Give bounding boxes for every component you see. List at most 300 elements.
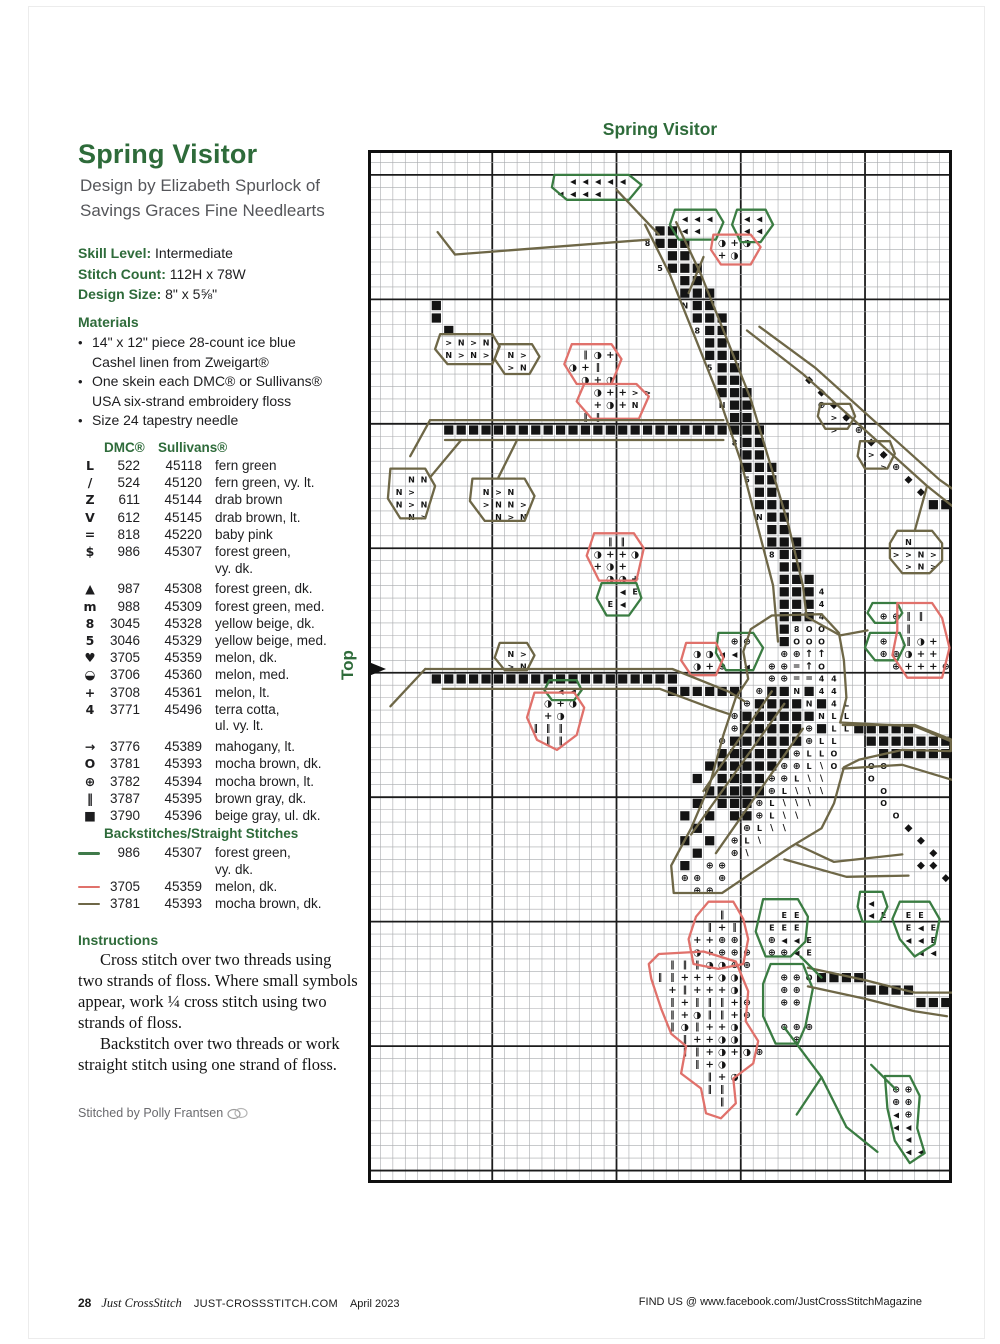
- svg-text:◑: ◑: [606, 399, 615, 411]
- legend-color-name-line: drab brown: [215, 492, 283, 508]
- svg-text:‖: ‖: [720, 997, 725, 1008]
- chart-title: Spring Visitor: [602, 119, 718, 139]
- svg-text:4: 4: [818, 687, 825, 697]
- svg-text:‖: ‖: [695, 960, 700, 971]
- svg-text:⊕: ⊕: [718, 947, 727, 959]
- svg-text:4: 4: [818, 674, 825, 684]
- svg-text:L: L: [818, 749, 825, 759]
- svg-text:◀: ◀: [619, 587, 626, 597]
- svg-text:N: N: [917, 550, 925, 560]
- instructions-text: [78, 949, 360, 1075]
- svg-text:‖: ‖: [707, 997, 712, 1008]
- svg-text:>: >: [930, 562, 937, 572]
- svg-text:⊕: ⊕: [767, 935, 776, 947]
- materials-item: [78, 411, 368, 431]
- svg-text:N: N: [519, 512, 527, 522]
- svg-text:‖: ‖: [583, 412, 588, 423]
- backstitch-sullivans: 45393: [164, 895, 202, 911]
- svg-text:O: O: [880, 799, 888, 809]
- backstitch-swatch-line: [78, 886, 100, 889]
- stitcher-credit-text: Stitched by Polly Frantsen: [78, 1106, 224, 1120]
- svg-text:⊕: ⊕: [718, 735, 727, 747]
- svg-text:◑: ◑: [730, 984, 739, 996]
- svg-text:L: L: [794, 774, 800, 784]
- svg-text:E: E: [930, 923, 937, 933]
- legend-row: [78, 702, 327, 736]
- svg-text:O: O: [805, 973, 813, 983]
- spec-value: Intermediate: [151, 245, 233, 261]
- legend-symbol: m: [83, 598, 97, 614]
- svg-text:◀: ◀: [681, 226, 688, 236]
- svg-text:N: N: [395, 488, 403, 498]
- svg-text:‖: ‖: [608, 537, 613, 548]
- svg-text:◀: ◀: [905, 1122, 912, 1132]
- svg-text:⊕: ⊕: [730, 847, 739, 859]
- svg-text:5: 5: [657, 264, 663, 274]
- svg-text:⊕: ⊕: [730, 723, 739, 735]
- color-legend: [78, 440, 327, 825]
- legend-row: [78, 475, 327, 492]
- backstitch-legend: [78, 826, 322, 913]
- legend-dmc: 3705: [109, 650, 140, 666]
- svg-text:⊕: ⊕: [742, 959, 751, 971]
- svg-text:⊕: ⊕: [742, 1009, 751, 1021]
- legend-symbol: ▲: [85, 581, 95, 597]
- svg-text:+: +: [593, 399, 603, 411]
- svg-text:N: N: [507, 500, 515, 510]
- svg-text:+: +: [680, 972, 690, 984]
- svg-text:N: N: [457, 338, 465, 348]
- svg-text:N: N: [482, 338, 490, 348]
- svg-text:‖: ‖: [682, 960, 687, 971]
- svg-text:+: +: [680, 997, 690, 1009]
- svg-text:◑: ◑: [693, 1009, 702, 1021]
- svg-text:>: >: [880, 450, 888, 460]
- legend-color-name: [215, 492, 283, 509]
- legend-color-name: [215, 739, 295, 756]
- svg-text:+: +: [606, 549, 615, 561]
- materials-heading: Materials: [78, 314, 139, 330]
- svg-text:⊕: ⊕: [742, 823, 751, 835]
- legend-dmc: 3046: [109, 633, 140, 648]
- svg-text:◀: ◀: [868, 898, 875, 908]
- legend-row: [78, 739, 327, 756]
- legend-symbol: 8: [85, 615, 95, 631]
- legend-dmc: 524: [117, 475, 140, 491]
- svg-text:L: L: [843, 699, 849, 709]
- svg-text:L: L: [806, 761, 812, 771]
- svg-text:N: N: [507, 351, 515, 361]
- svg-text:+: +: [705, 1059, 714, 1071]
- svg-text:+: +: [730, 1047, 739, 1059]
- svg-text:◑: ◑: [693, 648, 702, 660]
- legend-color-name: [215, 616, 315, 633]
- backstitch-dmc: 3705: [109, 878, 140, 894]
- legend-sullivans: 45360: [164, 667, 202, 683]
- backstitch-swatch: [78, 886, 102, 889]
- svg-text:⊕: ⊕: [792, 972, 801, 984]
- legend-color-name-line: yellow beige, dk.: [215, 615, 315, 631]
- svg-text:↑: ↑: [804, 661, 814, 673]
- svg-text:+: +: [705, 1022, 714, 1034]
- svg-text:◑: ◑: [730, 250, 739, 262]
- svg-text:◑: ◑: [593, 350, 603, 362]
- svg-text:◀: ◀: [744, 226, 750, 236]
- bullet-icon: •: [78, 335, 83, 350]
- svg-text:‖: ‖: [720, 1010, 725, 1021]
- svg-text:+: +: [556, 698, 565, 710]
- svg-text:O: O: [818, 637, 825, 647]
- svg-text:4: 4: [831, 687, 837, 697]
- svg-text:‖: ‖: [720, 1084, 725, 1095]
- spec-label: Skill Level:: [78, 245, 152, 261]
- svg-text:◀: ◀: [893, 1122, 899, 1132]
- legend-dmc: 3776: [109, 739, 140, 755]
- svg-text:>: >: [482, 351, 490, 361]
- svg-text:‖: ‖: [670, 1010, 675, 1021]
- legend-color-name-line: beige gray, ul. dk.: [215, 808, 321, 823]
- svg-text:L: L: [831, 712, 837, 722]
- svg-text:◑: ◑: [606, 561, 615, 573]
- svg-text:◑: ◑: [730, 1034, 739, 1046]
- svg-text:⊕: ⊕: [792, 1022, 801, 1034]
- svg-text:◑: ◑: [693, 661, 702, 673]
- svg-text:‖: ‖: [533, 724, 538, 735]
- svg-text:>: >: [519, 649, 527, 659]
- backstitch-swatch: [78, 903, 102, 906]
- svg-text:◑: ◑: [717, 1059, 727, 1071]
- svg-text:+: +: [618, 561, 627, 573]
- pattern-specs: [78, 243, 246, 305]
- svg-text:E: E: [930, 936, 937, 946]
- svg-text:\: \: [795, 798, 799, 809]
- svg-text:\: \: [745, 848, 749, 859]
- svg-text:+: +: [618, 399, 627, 411]
- legend-symbol: /: [87, 475, 93, 491]
- svg-text:\: \: [782, 823, 786, 834]
- svg-text:‖: ‖: [595, 412, 600, 423]
- legend-color-name: [215, 581, 313, 598]
- svg-text:⊕: ⊕: [718, 860, 727, 872]
- svg-text:+: +: [618, 549, 627, 561]
- svg-text:◑: ◑: [556, 711, 565, 723]
- svg-text:⊕: ⊕: [767, 947, 776, 959]
- svg-text:⊕: ⊕: [904, 1109, 913, 1121]
- legend-row: [78, 808, 327, 825]
- svg-text:⊕: ⊕: [792, 984, 801, 996]
- svg-text:⊕: ⊕: [730, 935, 739, 947]
- svg-text:⊕: ⊕: [705, 885, 714, 897]
- page-footer: [78, 1296, 922, 1311]
- legend-sullivans: 45395: [164, 790, 202, 806]
- materials-item: [78, 333, 368, 372]
- svg-text:⊕: ⊕: [755, 798, 764, 810]
- svg-text:⊕: ⊕: [742, 997, 751, 1009]
- svg-text:⊕: ⊕: [767, 661, 776, 673]
- svg-text:◑: ◑: [742, 1047, 752, 1059]
- svg-text:N: N: [818, 712, 825, 722]
- svg-text:E: E: [905, 923, 912, 933]
- backstitch-color-name: [215, 896, 322, 913]
- svg-text:E: E: [806, 936, 812, 946]
- svg-text:⊕: ⊕: [879, 636, 888, 648]
- legend-symbol: +: [84, 684, 96, 700]
- svg-text:⊕: ⊕: [780, 972, 789, 984]
- svg-text:O: O: [830, 749, 838, 759]
- svg-text:⊕: ⊕: [792, 760, 801, 772]
- legend-row: [78, 510, 327, 527]
- svg-text:⊕: ⊕: [705, 860, 714, 872]
- svg-text:>: >: [892, 550, 900, 560]
- legend-color-name: [215, 633, 327, 650]
- svg-text:+: +: [717, 1072, 727, 1084]
- svg-text:N: N: [519, 363, 527, 373]
- svg-text:‖: ‖: [906, 624, 911, 635]
- byline-line2: Savings Graces Fine Needlearts: [80, 200, 325, 220]
- svg-text:‖: ‖: [906, 636, 911, 647]
- svg-text:◀: ◀: [918, 948, 924, 958]
- legend-row: [78, 527, 327, 544]
- svg-text:+: +: [581, 362, 590, 374]
- svg-text:◀: ◀: [793, 948, 800, 958]
- page-title: Spring Visitor: [78, 139, 258, 169]
- svg-text:⊕: ⊕: [755, 686, 764, 698]
- svg-text:+: +: [693, 935, 702, 947]
- svg-text:◑: ◑: [904, 648, 913, 660]
- legend-color-name: [215, 544, 291, 577]
- svg-text:+: +: [630, 574, 640, 586]
- svg-text:E: E: [632, 587, 638, 597]
- bullet-icon: •: [78, 374, 83, 389]
- svg-text:◀: ◀: [694, 214, 701, 224]
- svg-text:5: 5: [744, 475, 750, 485]
- magazine-name: Just CrossStitch: [101, 1296, 182, 1310]
- legend-color-name-line: fern green: [215, 458, 277, 473]
- legend-row: [78, 633, 327, 650]
- svg-text:◀: ◀: [905, 1135, 912, 1145]
- svg-text:>: >: [519, 351, 527, 361]
- svg-text:⊕: ⊕: [730, 959, 739, 971]
- legend-symbol: ♥: [84, 650, 96, 666]
- legend-rows: [78, 458, 327, 825]
- legend-color-name-line: brown gray, dk.: [215, 790, 307, 806]
- svg-text:◑: ◑: [705, 959, 714, 971]
- svg-text:⊕: ⊕: [780, 947, 789, 959]
- svg-text:+: +: [916, 648, 926, 660]
- svg-text:O: O: [880, 761, 888, 771]
- legend-sullivans: 45496: [164, 701, 202, 717]
- backstitch-swatch-line: [78, 852, 100, 855]
- legend-row: [78, 685, 327, 702]
- svg-text:⊕: ⊕: [780, 984, 789, 996]
- svg-text:N: N: [482, 488, 490, 498]
- svg-text:‖: ‖: [695, 997, 700, 1008]
- backstitch-color-name: [215, 845, 291, 878]
- svg-text:+: +: [916, 661, 926, 673]
- svg-text:⊕: ⊕: [792, 648, 801, 660]
- grid-lines: [368, 150, 952, 1183]
- legend-dmc: 3771: [109, 701, 140, 717]
- svg-text:⊕: ⊕: [879, 648, 888, 660]
- svg-text:⊕: ⊕: [854, 424, 863, 436]
- svg-text:E: E: [793, 923, 800, 933]
- svg-text:⊕: ⊕: [892, 661, 901, 673]
- svg-text:N: N: [395, 500, 403, 510]
- svg-text:4: 4: [831, 674, 837, 684]
- issue-date: April 2023: [349, 1298, 400, 1310]
- legend-color-name: [215, 808, 321, 825]
- legend-dmc: 3706: [109, 667, 140, 683]
- svg-text:O: O: [867, 774, 875, 784]
- legend-sullivans: 45389: [164, 739, 202, 755]
- svg-text:⊕: ⊕: [892, 648, 901, 660]
- stitch-chart-grid: [368, 150, 952, 1183]
- legend-dmc: 612: [117, 509, 140, 525]
- backstitch-row: [78, 896, 322, 913]
- legend-color-name: [215, 650, 277, 667]
- materials-item-line: 14" x 12" piece 28-count ice blue: [92, 334, 296, 350]
- backstitch-color-name-line: forest green,: [215, 845, 291, 860]
- svg-text:N: N: [519, 662, 527, 672]
- svg-text:⊕: ⊕: [730, 636, 739, 648]
- materials-item-line: Size 24 tapestry needle: [92, 412, 239, 428]
- chart-top-label: Top: [338, 650, 357, 680]
- legend-sullivans: 45329: [164, 633, 202, 648]
- svg-text:‖: ‖: [707, 923, 712, 934]
- svg-text:⊕: ⊕: [780, 773, 789, 785]
- svg-text:E: E: [781, 911, 787, 921]
- magazine-site: JUST-CROSSSTITCH.COM: [193, 1298, 338, 1310]
- legend-color-name-line: terra cotta,: [215, 701, 280, 717]
- svg-text:\: \: [807, 798, 811, 809]
- svg-text:⊕: ⊕: [742, 698, 751, 710]
- legend-row: [78, 581, 327, 598]
- svg-text:+: +: [606, 350, 615, 362]
- legend-color-name: [215, 527, 273, 544]
- spec-label: Stitch Count:: [78, 265, 166, 282]
- svg-text:>: >: [843, 413, 850, 423]
- legend-color-name-line: ul. vy. lt.: [215, 718, 264, 734]
- spec-line: [78, 243, 246, 264]
- legend-color-name: [215, 667, 289, 684]
- svg-text:+: +: [705, 1047, 714, 1059]
- svg-text:>: >: [905, 562, 912, 572]
- svg-text:4: 4: [818, 587, 825, 597]
- backstitch-rows: [78, 845, 322, 913]
- svg-text:>: >: [408, 488, 415, 498]
- svg-text:+: +: [693, 984, 702, 996]
- svg-text:\: \: [807, 786, 811, 797]
- svg-text:⊕: ⊕: [718, 872, 727, 884]
- legend-color-name-line: yellow beige, med.: [215, 633, 327, 648]
- legend-color-name-line: melon, lt.: [215, 684, 270, 700]
- legend-dmc: 988: [117, 598, 140, 614]
- legend-sullivans: 45120: [164, 475, 202, 491]
- legend-dmc: 522: [117, 458, 140, 473]
- legend-row: [78, 458, 327, 475]
- svg-text:\: \: [795, 786, 799, 797]
- backstitch-color-name-line: vy. dk.: [215, 861, 254, 877]
- svg-text:+: +: [717, 250, 727, 262]
- svg-text:↑: ↑: [804, 648, 814, 660]
- svg-text:⊕: ⊕: [730, 947, 739, 959]
- bullet-icon: •: [78, 413, 83, 428]
- svg-text:L: L: [843, 724, 849, 734]
- svg-text:◀: ◀: [594, 176, 601, 186]
- svg-text:◀: ◀: [619, 600, 626, 610]
- svg-text:\: \: [819, 786, 824, 797]
- svg-text:8: 8: [793, 624, 800, 634]
- svg-text:L: L: [744, 836, 750, 846]
- legend-color-name-line: mahogany, lt.: [215, 739, 296, 755]
- legend-dmc: 3045: [109, 615, 140, 631]
- svg-text:\: \: [795, 811, 799, 822]
- svg-text:E: E: [918, 911, 924, 921]
- svg-text:4: 4: [831, 699, 837, 709]
- svg-text:⊕: ⊕: [767, 673, 776, 685]
- svg-text:>: >: [495, 488, 502, 498]
- svg-text:>: >: [470, 338, 477, 348]
- svg-text:+: +: [705, 984, 714, 996]
- svg-text:+: +: [705, 972, 714, 984]
- svg-text:>: >: [507, 363, 515, 373]
- svg-text:E: E: [880, 911, 887, 921]
- byline: [80, 174, 325, 223]
- svg-text:‖: ‖: [732, 923, 737, 934]
- legend-symbol: V: [85, 509, 95, 525]
- svg-text:◑: ◑: [568, 362, 578, 374]
- svg-text:O: O: [892, 811, 900, 821]
- svg-text:>: >: [519, 500, 527, 510]
- svg-text:◀: ◀: [793, 936, 800, 946]
- svg-text:O: O: [818, 624, 825, 634]
- svg-text:O: O: [805, 637, 813, 647]
- svg-text:>: >: [930, 550, 937, 560]
- svg-text:◑: ◑: [717, 959, 727, 971]
- svg-text:‖: ‖: [546, 724, 551, 735]
- svg-text:◀: ◀: [781, 936, 788, 946]
- svg-text:N: N: [905, 537, 912, 547]
- svg-text:+: +: [929, 636, 938, 648]
- svg-text:+: +: [705, 935, 714, 947]
- svg-text:◑: ◑: [916, 636, 926, 648]
- legend-symbol: ◒: [84, 667, 96, 683]
- legend-symbol: →: [84, 739, 96, 755]
- footer-left: [78, 1296, 399, 1311]
- svg-text:⊕: ⊕: [767, 785, 776, 797]
- svg-text:O: O: [818, 662, 825, 672]
- backstitch-swatch-line: [78, 903, 100, 906]
- legend-row: [78, 667, 327, 684]
- svg-text:◑: ◑: [606, 375, 615, 387]
- svg-text:◀: ◀: [930, 948, 937, 958]
- svg-text:◀: ◀: [719, 649, 726, 659]
- spec-line: [78, 264, 246, 285]
- stitch-cells: [396, 177, 951, 1157]
- legend-color-name: [215, 475, 315, 492]
- svg-text:◀: ◀: [681, 214, 688, 224]
- svg-text:‖: ‖: [707, 1010, 712, 1021]
- svg-text:◑: ◑: [581, 375, 590, 387]
- legend-sullivans: 45118: [165, 458, 202, 473]
- legend-dmc: 986: [117, 543, 140, 559]
- legend-row: [78, 544, 327, 578]
- legend-sullivans: 45359: [164, 650, 202, 666]
- svg-text:◀: ◀: [905, 1147, 912, 1157]
- svg-text:⊕: ⊕: [780, 673, 789, 685]
- legend-color-name: [215, 599, 325, 616]
- legend-dmc: 818: [117, 526, 140, 542]
